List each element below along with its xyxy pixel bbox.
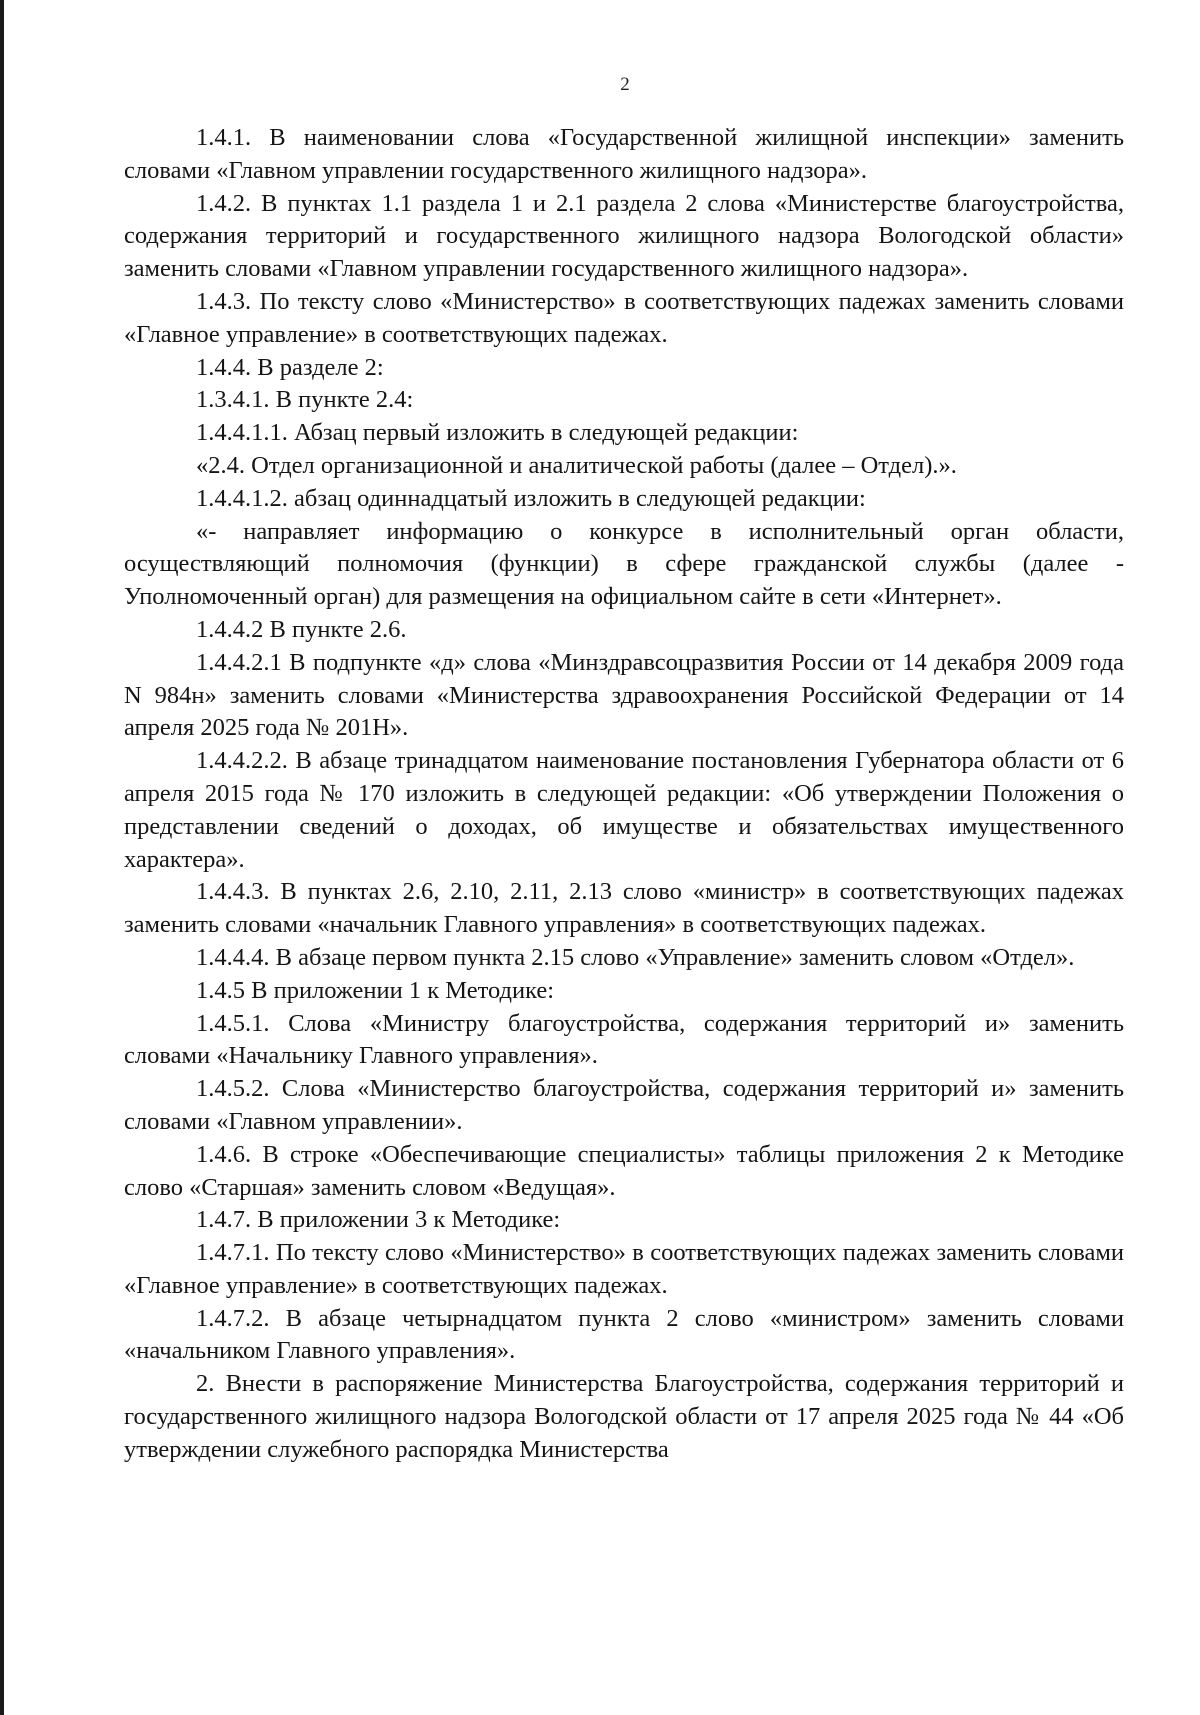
paragraph-1-4-5-2: 1.4.5.2. Слова «Министерство благоустройства, содержания территорий и» заменить словами «Главном управлении».: [124, 1075, 1124, 1135]
paragraph-quote-konkurs: «- направляет информацию о конкурсе в исполнительный орган области, осуществляющий полномочия (функции) в сфере гражданской службы (далее - Уполномоченный орган) для размещения на официальном сайте в сети «Интернет».: [124, 517, 1124, 611]
document-body: [124, 122, 1124, 1467]
paragraph-1-4-5-1: 1.4.5.1. Слова «Министру благоустройства, содержания территорий и» заменить словами «Начальнику Главного управления».: [124, 1009, 1124, 1070]
scan-edge: [0, 0, 4, 1715]
page-number: 2: [620, 74, 630, 95]
paragraph-1-4-5: 1.4.5 В приложении 1 к Методике:: [196, 976, 555, 1004]
paragraph-1-4-1: 1.4.1. В наименовании слова «Государственной жилищной инспекции» заменить словами «Главном управлении государственного жилищного надзора».: [124, 124, 1124, 184]
paragraph-1-4-3: 1.4.3. По тексту слово «Министерство» в соответствующих падежах заменить словами «Главное управление» в соответствующих падежах.: [124, 287, 1124, 348]
paragraph-1-4-6: 1.4.6. В строке «Обеспечивающие специалисты» таблицы приложения 2 к Методике слово «Старшая» заменить словом «Ведущая».: [124, 1140, 1124, 1201]
paragraph-2: 2. Внести в распоряжение Министерства Благоустройства, содержания территорий и государственного жилищного надзора Вологодской области от 17 апреля 2025 года № 44 «Об утверждении служебного распорядка Министерства: [124, 1370, 1124, 1463]
paragraph-1-4-4-4: 1.4.4.4. В абзаце первом пункта 2.15 слово «Управление» заменить словом «Отдел».: [196, 943, 1075, 971]
paragraph-1-4-4-1-1: 1.4.4.1.1. Абзац первый изложить в следующей редакции:: [196, 419, 799, 447]
paragraph-1-4-2: 1.4.2. В пунктах 1.1 раздела 1 и 2.1 раздела 2 слова «Министерстве благоустройства, содержания территорий и государственного жилищного надзора Вологодской области» заменить словами «Главном управлении государственного жилищного надзора».: [124, 189, 1124, 283]
paragraph-1-4-4-2-1: 1.4.4.2.1 В подпункте «д» слова «Минздравсоцразвития России от 14 декабря 2009 года N 984н» заменить словами «Министерства здравоохранения Российской Федерации от 14 апреля 2025 года № 201Н».: [124, 648, 1124, 742]
paragraph-1-4-7-2: 1.4.7.2. В абзаце четырнадцатом пункта 2 слово «министром» заменить словами «начальником Главного управления».: [124, 1304, 1124, 1365]
paragraph-1-4-7-1: 1.4.7.1. По тексту слово «Министерство» в соответствующих падежах заменить словами «Главное управление» в соответствующих падежах.: [124, 1239, 1124, 1299]
paragraph-1-4-4-3: 1.4.4.3. В пунктах 2.6, 2.10, 2.11, 2.13 слово «министр» в соответствующих падежах заменить словами «начальник Главного управления» в соответствующих падежах.: [124, 878, 1124, 939]
paragraph-1-4-4-2: 1.4.4.2 В пункте 2.6.: [196, 615, 407, 643]
paragraph-1-4-7: 1.4.7. В приложении 3 к Методике:: [196, 1206, 561, 1234]
paragraph-1-4-4-2-2: 1.4.4.2.2. В абзаце тринадцатом наименование постановления Губернатора области от 6 апреля 2015 года № 170 изложить в следующей редакции: «Об утверждении Положения о представлении сведений о доходах, об имуществе и обязательствах имущественного характера».: [124, 747, 1124, 873]
paragraph-quote-2-4: «2.4. Отдел организационной и аналитической работы (далее – Отдел).».: [196, 451, 957, 479]
paragraph-1-4-4: 1.4.4. В разделе 2:: [196, 353, 384, 381]
paragraph-1-4-4-1-2: 1.4.4.1.2. абзац одиннадцатый изложить в следующей редакции:: [196, 484, 866, 512]
paragraph-1-3-4-1: 1.3.4.1. В пункте 2.4:: [196, 386, 414, 414]
